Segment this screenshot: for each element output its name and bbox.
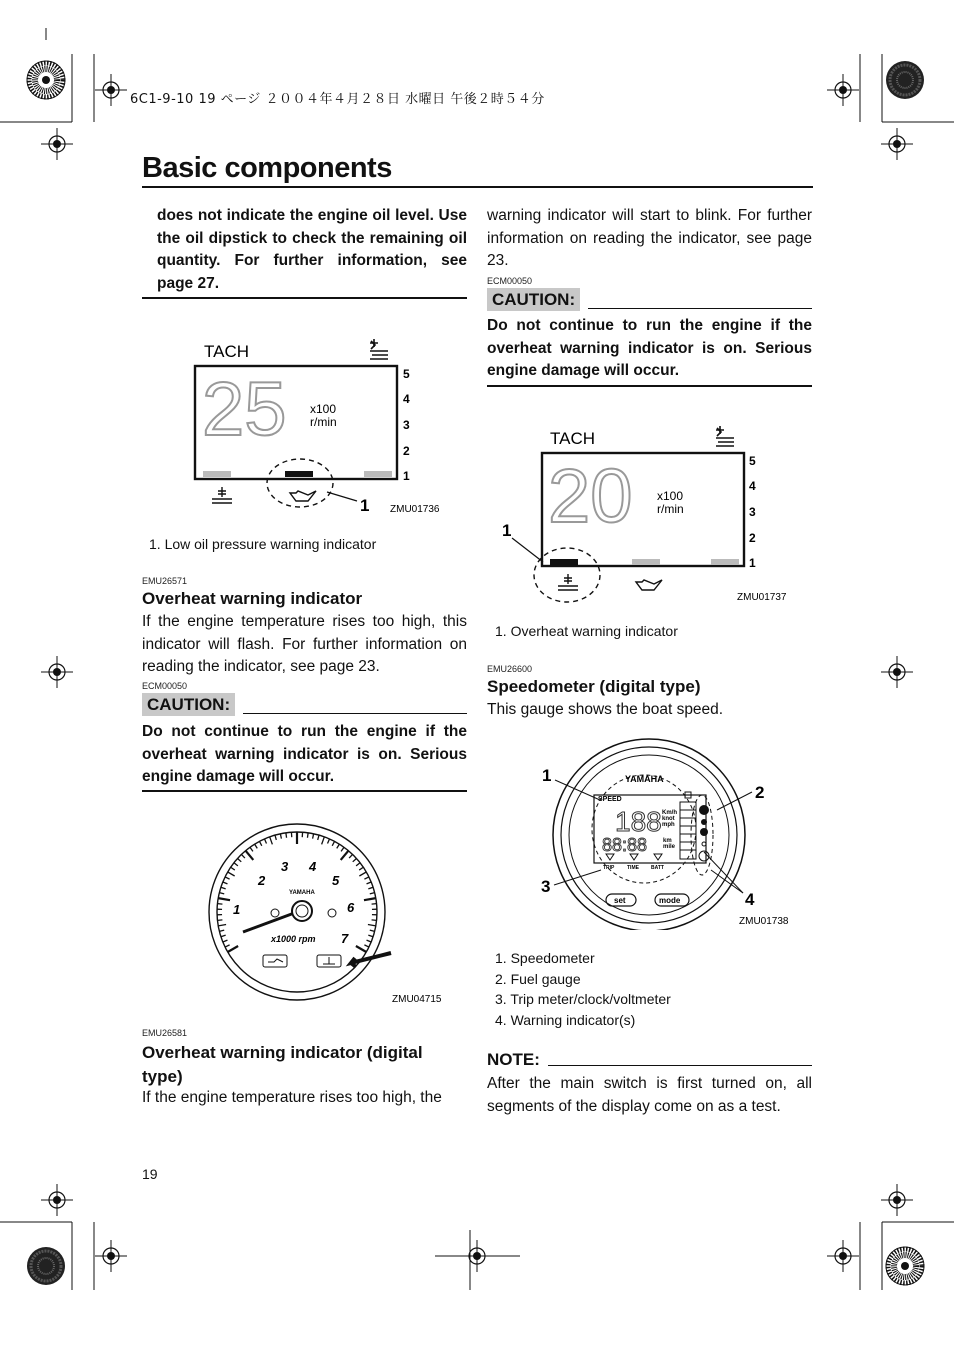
level-3: 3 <box>749 505 756 519</box>
mode-button-label: mode <box>659 896 681 905</box>
tab-batt: BATT <box>651 865 664 871</box>
section-heading-speedometer: Speedometer (digital type) <box>487 677 701 696</box>
gauge-unit: x1000 rpm <box>271 934 316 944</box>
note-end-rule <box>142 297 467 299</box>
caution-label: CAUTION: <box>487 288 580 311</box>
unit-km: km <box>663 838 672 844</box>
gauge-tick <box>372 904 377 905</box>
note-heading <box>487 1050 812 1070</box>
callout-1: 1 <box>502 521 512 540</box>
page-number: 19 <box>142 1166 158 1182</box>
callout-2: 2 <box>755 783 765 802</box>
level-3: 3 <box>403 418 410 432</box>
rpm-6: 6 <box>347 900 355 915</box>
tach-label: TACH <box>204 342 250 361</box>
unit-mile: mile <box>663 844 676 850</box>
oil-can-icon <box>636 580 662 590</box>
level-5: 5 <box>749 454 756 468</box>
rpm-4: 4 <box>309 859 317 874</box>
section-body-speedometer: This gauge shows the boat speed. <box>487 701 724 718</box>
gauge-tick <box>307 833 308 838</box>
rpm-5: 5 <box>332 873 340 888</box>
speed-label: SPEED <box>598 796 622 803</box>
tach-display-figure-1 <box>190 335 460 525</box>
caution-end-rule <box>487 385 812 387</box>
figure-code: ZMU01738 <box>739 916 789 927</box>
level-1: 1 <box>403 469 410 483</box>
caution-text: Do not continue to run the engine if the overheat warning indicator is on. Serious engine damage will occur. <box>487 317 812 379</box>
level-5: 5 <box>403 367 410 381</box>
unit-mph: mph <box>662 822 675 828</box>
warning-light-1 <box>699 805 709 815</box>
section-code: EMU26571 <box>142 576 188 586</box>
tach-digits: 25 <box>202 367 287 452</box>
gauge-tick <box>372 920 377 921</box>
tab-trip: TRIP <box>603 865 615 871</box>
tach-display-figure-3 <box>498 422 798 607</box>
level-2: 2 <box>403 444 410 458</box>
fig4-legend <box>495 948 671 1030</box>
gauge-tick <box>217 904 222 905</box>
legend-item: 4. Warning indicator(s) <box>495 1011 636 1028</box>
tach-unit-2: r/min <box>310 415 337 429</box>
caution-heading <box>487 288 812 311</box>
note-continuation: does not indicate the engine oil level. Use the oil dipstick to check the remaining oil quantity. For further information, see page 27. <box>157 207 467 292</box>
callout-1: 1 <box>360 496 370 515</box>
title-rule <box>142 186 813 188</box>
note-text: After the main switch is first turned on, all segments of the display come on as a test. <box>487 1075 812 1115</box>
gauge-tick <box>286 833 287 838</box>
level-2: 2 <box>749 531 756 545</box>
caution-code: ECM00050 <box>487 276 533 286</box>
figure-code: ZMU04715 <box>392 994 442 1005</box>
gauge-tick <box>217 920 222 921</box>
callout-1: 1 <box>542 766 552 785</box>
tab-time: TIME <box>627 865 639 871</box>
fig3-caption: 1. Overheat warning indicator <box>495 623 678 639</box>
caution-label: CAUTION: <box>142 693 235 716</box>
set-button-label: set <box>614 896 626 905</box>
trip-digits: 88:88 <box>602 835 648 855</box>
fig1-caption: 1. Low oil pressure warning indicator <box>149 536 377 552</box>
level-1: 1 <box>749 556 756 570</box>
warning-light-2 <box>701 819 707 825</box>
continued-text: warning indicator will start to blink. For further information on reading the indicator, see page 23. <box>487 207 812 269</box>
overheat-symbol-icon <box>716 426 734 446</box>
figure-code: ZMU01736 <box>390 504 440 515</box>
overheat-symbol-icon <box>370 339 388 359</box>
page-title: Basic components <box>142 152 392 184</box>
section-code: EMU26581 <box>142 1028 188 1038</box>
speedo-brand: YAMAHA <box>625 774 664 784</box>
unit-knot: knot <box>662 816 675 822</box>
rpm-2: 2 <box>258 873 266 888</box>
section-heading-overheat: Overheat warning indicator <box>142 589 363 608</box>
warning-light-3 <box>700 828 708 836</box>
callout-3: 3 <box>541 877 551 896</box>
section-code: EMU26600 <box>487 664 533 674</box>
analog-tachometer-figure <box>205 820 465 1015</box>
caution-heading <box>142 693 467 716</box>
caution-code: ECM00050 <box>142 681 188 691</box>
print-header: 6C1-9-10 19 ページ ２００４年４月２８日 水曜日 午後２時５４分 <box>130 92 545 107</box>
figure-code: ZMU01737 <box>737 592 787 603</box>
rpm-7: 7 <box>341 931 349 946</box>
temperature-icon <box>212 487 232 503</box>
legend-item: 1. Speedometer <box>495 950 595 966</box>
caution-end-rule <box>142 790 467 792</box>
unit-kmh: Km/h <box>662 810 677 816</box>
oil-can-icon <box>290 491 316 501</box>
caution-text: Do not continue to run the engine if the overheat warning indicator is on. Serious engine damage will occur. <box>142 723 467 785</box>
level-4: 4 <box>749 479 756 493</box>
rpm-1: 1 <box>233 902 241 917</box>
callout-4: 4 <box>745 890 755 909</box>
speed-digits: 188 <box>615 806 662 837</box>
gauge-brand: YAMAHA <box>289 890 315 896</box>
temperature-icon <box>558 574 578 590</box>
rpm-3: 3 <box>281 859 289 874</box>
digital-speedometer-figure <box>537 738 802 930</box>
tach-unit-1: x100 <box>657 489 684 503</box>
tach-unit-2: r/min <box>657 502 684 516</box>
section-heading-overheat-digital: Overheat warning indicator (digital type) <box>142 1043 423 1086</box>
level-4: 4 <box>403 392 410 406</box>
tach-digits: 20 <box>548 454 633 539</box>
legend-item: 2. Fuel gauge <box>495 970 581 987</box>
tach-unit-1: x100 <box>310 402 337 416</box>
section-body-overheat: If the engine temperature rises too high, this indicator will flash. For further information on reading the indicator, see page 23. <box>142 613 467 675</box>
section-body-overheat-digital: If the engine temperature rises too high, the <box>142 1089 442 1106</box>
note-label: NOTE: <box>487 1050 540 1069</box>
tach-label: TACH <box>550 429 596 448</box>
legend-item: 3. Trip meter/clock/voltmeter <box>495 991 671 1007</box>
